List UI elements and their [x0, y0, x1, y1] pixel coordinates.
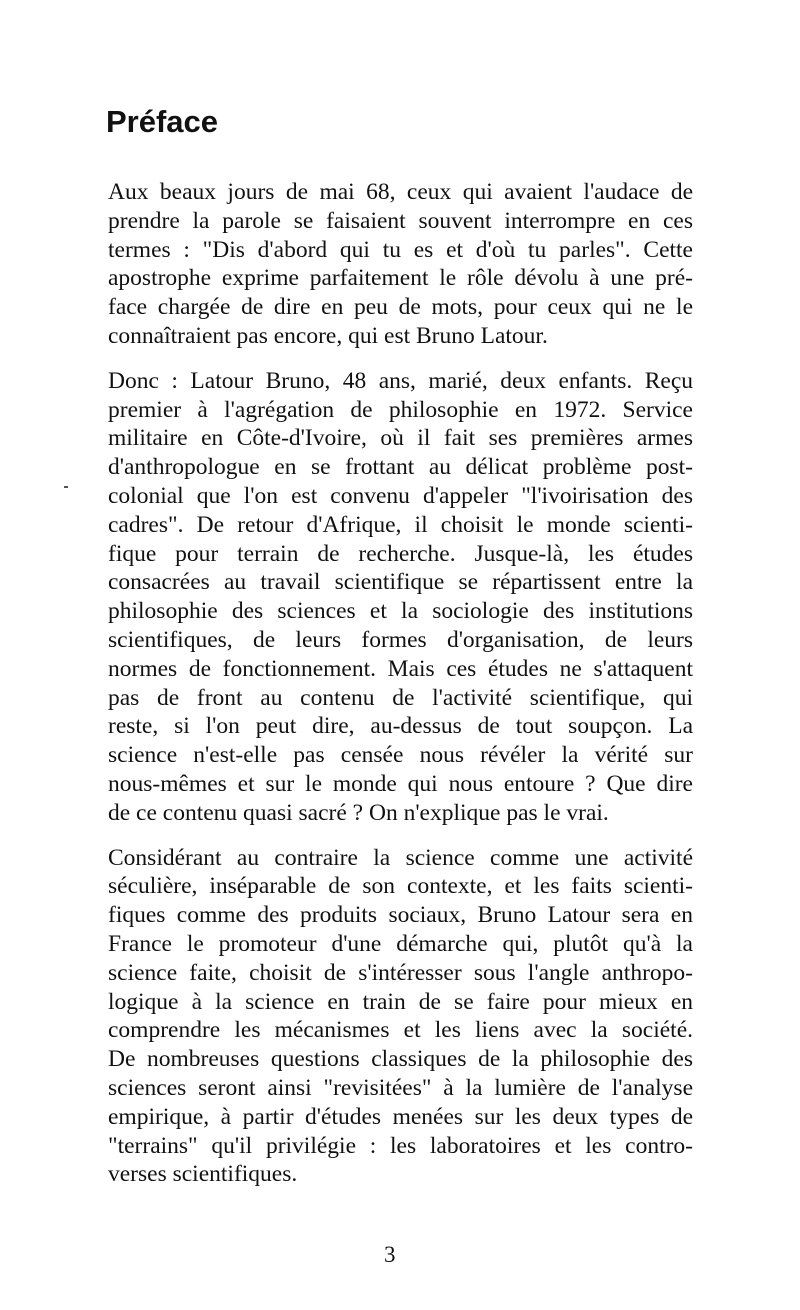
page-title: Préface: [106, 104, 219, 139]
paragraph: [108, 367, 693, 828]
body-text: [108, 178, 693, 1205]
text-line: fiques comme des produits sociaux, Bruno Latour sera en: [108, 902, 693, 929]
text-line: termes : "Dis d'abord qui tu es et d'où tu parles". Cette: [108, 236, 693, 263]
text-line: normes de fonctionnement. Mais ces études ne s'attaquent: [108, 655, 693, 682]
text-line: connaîtraient pas encore, qui est Bruno Latour.: [108, 322, 548, 349]
text-line: empirique, à partir d'études menées sur les deux types de: [108, 1103, 693, 1130]
text-line: colonial que l'on est convenu d'appeler "l'ivoirisation des: [108, 482, 693, 509]
text-line: logique à la science en train de se faire pour mieux en: [108, 988, 693, 1015]
paragraph: [108, 178, 693, 351]
text-line: apostrophe exprime parfaitement le rôle dévolu à une pré-: [108, 265, 693, 292]
text-line: Donc : Latour Bruno, 48 ans, marié, deux enfants. Reçu: [108, 367, 693, 394]
text-line: De nombreuses questions classiques de la philosophie des: [108, 1046, 693, 1073]
text-line: séculière, inséparable de son contexte, et les faits scienti-: [108, 873, 693, 900]
page-number: 3: [384, 1242, 396, 1267]
text-line: science n'est-elle pas censée nous révéler la vérité sur: [108, 742, 693, 769]
text-line: philosophie des sciences et la sociologie des institutions: [108, 598, 693, 625]
text-line: de ce contenu quasi sacré ? On n'explique pas le vrai.: [108, 799, 609, 826]
text-line: "terrains" qu'il privilégie : les laboratoires et les contro-: [108, 1132, 693, 1159]
scan-speck: [64, 486, 68, 488]
text-line: Aux beaux jours de mai 68, ceux qui avaient l'audace de: [108, 179, 693, 205]
text-line: verses scientifiques.: [108, 1161, 298, 1188]
text-line: fique pour terrain de recherche. Jusque-là, les études: [108, 540, 693, 567]
paragraph: [108, 844, 693, 1190]
text-line: d'anthropologue en se frottant au délicat problème post-: [108, 454, 693, 481]
text-line: pas de front au contenu de l'activité scientifique, qui: [108, 684, 693, 711]
text-line: comprendre les mécanismes et les liens avec la société.: [108, 1017, 693, 1044]
text-line: scientifiques, de leurs formes d'organisation, de leurs: [108, 626, 693, 653]
text-line: France le promoteur d'une démarche qui, plutôt qu'à la: [108, 930, 693, 957]
text-line: reste, si l'on peut dire, au-dessus de tout soupçon. La: [108, 713, 693, 740]
text-line: nous-mêmes et sur le monde qui nous entoure ? Que dire: [108, 770, 693, 797]
text-line: cadres". De retour d'Afrique, il choisit le monde scienti-: [108, 511, 693, 538]
text-line: militaire en Côte-d'Ivoire, où il fait ses premières armes: [108, 425, 693, 452]
text-line: consacrées au travail scientifique se répartissent entre la: [108, 569, 693, 596]
text-line: sciences seront ainsi "revisitées" à la lumière de l'analyse: [108, 1074, 693, 1101]
text-line: Considérant au contraire la science comme une activité: [108, 844, 693, 871]
text-line: prendre la parole se faisaient souvent interrompre en ces: [108, 207, 693, 234]
text-line: science faite, choisit de s'intéresser sous l'angle anthropo-: [108, 959, 693, 986]
text-line: face chargée de dire en peu de mots, pour ceux qui ne le: [108, 294, 693, 321]
text-line: premier à l'agrégation de philosophie en 1972. Service: [108, 396, 693, 423]
